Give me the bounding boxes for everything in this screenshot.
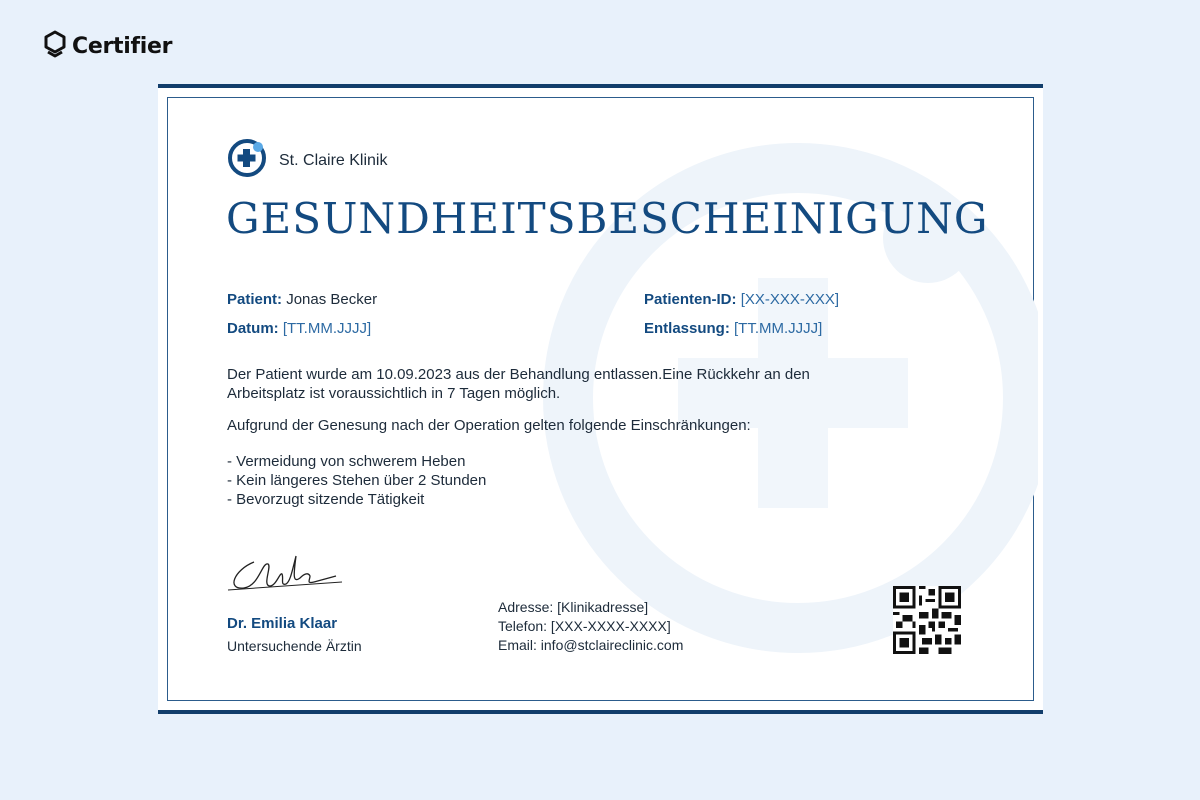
restrictions-list bbox=[227, 452, 967, 509]
brand-name: Certifier bbox=[72, 34, 173, 59]
contact-address: Adresse: [Klinikadresse] bbox=[498, 599, 649, 615]
doctor-role: Untersuchende Ärztin bbox=[227, 638, 362, 654]
discharge-field bbox=[644, 320, 822, 337]
discharge-value: [TT.MM.JJJJ] bbox=[734, 320, 823, 337]
date-field bbox=[227, 320, 371, 337]
restrictions-intro: Aufgrund der Genesung nach der Operation gelten folgende Einschränkungen: bbox=[227, 417, 751, 434]
restriction-item: - Bevorzugt sitzende Tätigkeit bbox=[227, 491, 425, 508]
doctor-name: Dr. Emilia Klaar bbox=[227, 615, 338, 632]
discharge-label: Entlassung: bbox=[644, 320, 730, 337]
clinic-name: St. Claire Klinik bbox=[279, 151, 388, 169]
patient-field bbox=[227, 291, 377, 308]
certificate bbox=[158, 84, 1043, 714]
patient-label: Patient: bbox=[227, 291, 283, 308]
discharge-paragraph-line-2: Arbeitsplatz ist voraussichtlich in 7 Tagen möglich. bbox=[227, 385, 561, 402]
certifier-brand bbox=[44, 30, 172, 63]
patient-id-value: [XX-XXX-XXX] bbox=[740, 291, 840, 308]
signature-icon bbox=[224, 550, 354, 600]
restriction-item: - Vermeidung von schwerem Heben bbox=[227, 453, 466, 470]
clinic-contact bbox=[498, 598, 683, 655]
patient-value: Jonas Becker bbox=[286, 291, 378, 308]
certificate-title: GESUNDHEITSBESCHEINIGUNG bbox=[226, 194, 989, 243]
contact-email: Email: info@stclaireclinic.com bbox=[498, 637, 684, 653]
qr-code-icon bbox=[893, 586, 961, 654]
date-value: [TT.MM.JJJJ] bbox=[282, 320, 372, 337]
patient-id-field bbox=[644, 291, 839, 308]
clinic-logo-icon bbox=[227, 138, 267, 183]
certifier-logo-icon bbox=[44, 30, 66, 63]
date-label: Datum: bbox=[227, 320, 279, 337]
clinic-header bbox=[227, 138, 387, 183]
discharge-paragraph bbox=[227, 365, 967, 403]
contact-phone: Telefon: [XXX-XXXX-XXXX] bbox=[498, 618, 671, 634]
discharge-paragraph-line-1: Der Patient wurde am 10.09.2023 aus der Behandlung entlassen.Eine Rückkehr an den bbox=[227, 366, 810, 383]
patient-id-label: Patienten-ID: bbox=[644, 291, 737, 308]
restriction-item: - Kein längeres Stehen über 2 Stunden bbox=[227, 472, 487, 489]
